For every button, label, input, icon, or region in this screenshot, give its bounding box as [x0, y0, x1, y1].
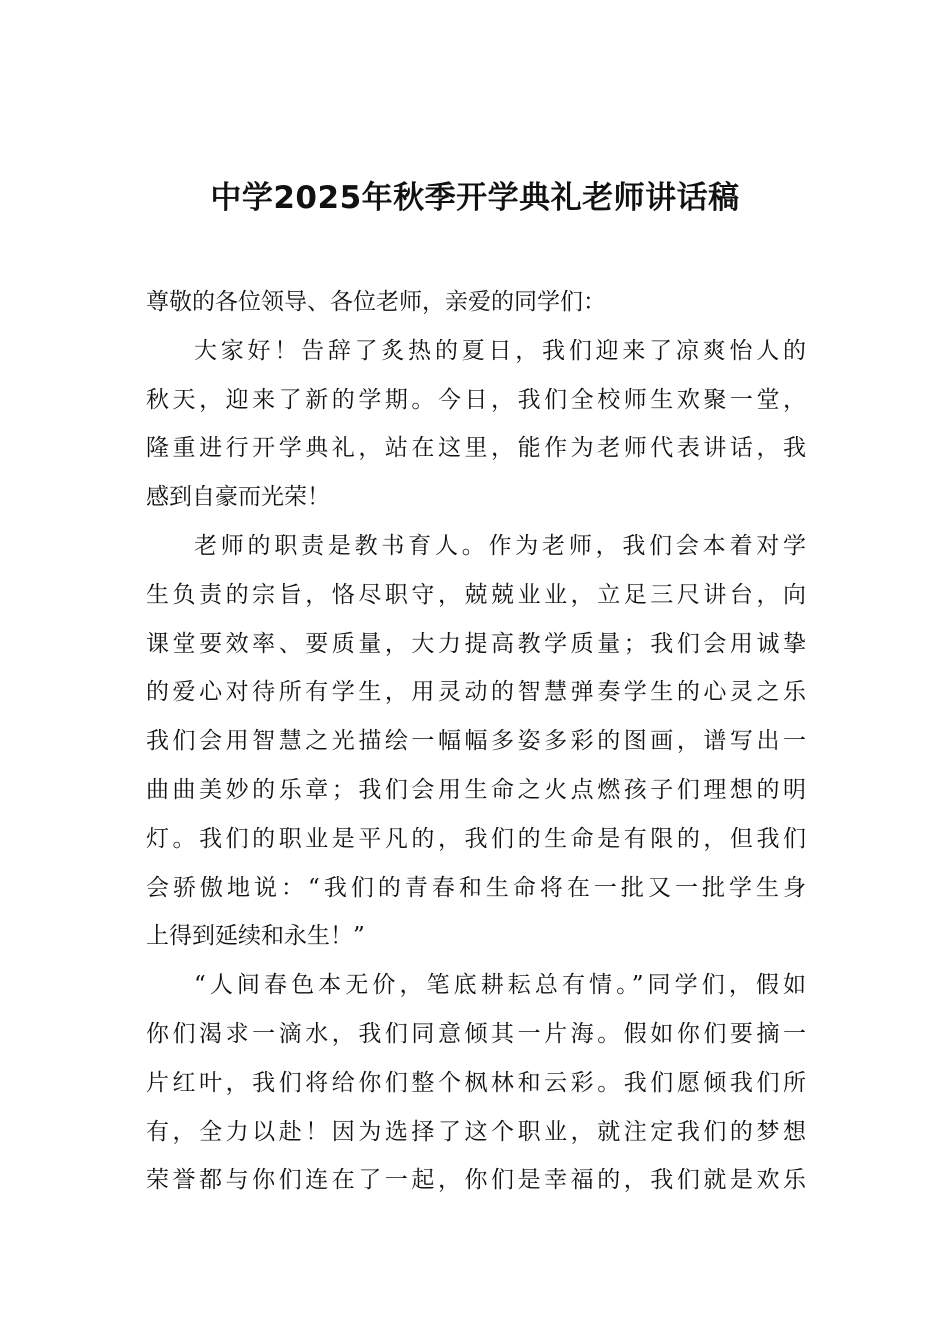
- text-line: 有，全力以赴！因为选择了这个职业，就注定我们的梦想: [146, 1118, 806, 1145]
- document-title: 中学2025年秋季开学典礼老师讲话稿: [210, 180, 740, 216]
- text-line: 会骄傲地说：“我们的青春和生命将在一批又一批学生身: [146, 874, 806, 901]
- text-line: 曲曲美妙的乐章；我们会用生命之火点燃孩子们理想的明: [146, 776, 806, 803]
- text-line: 你们渴求一滴水，我们同意倾其一片海。假如你们要摘一: [146, 1020, 806, 1047]
- text-line: 上得到延续和永生！”: [146, 923, 365, 950]
- text-line: 荣誉都与你们连在了一起，你们是幸福的，我们就是欢乐: [146, 1167, 806, 1194]
- text-line: 灯。我们的职业是平凡的，我们的生命是有限的，但我们: [146, 825, 806, 852]
- text-line: 隆重进行开学典礼，站在这里，能作为老师代表讲话，我: [146, 435, 806, 462]
- text-line: 片红叶，我们将给你们整个枫林和云彩。我们愿倾我们所: [146, 1069, 806, 1096]
- text-line: 的爱心对待所有学生，用灵动的智慧弹奏学生的心灵之乐: [146, 679, 806, 706]
- text-line: 生负责的宗旨，恪尽职守，兢兢业业，立足三尺讲台，向: [146, 581, 806, 608]
- text-line: 课堂要效率、要质量，大力提高教学质量；我们会用诚挚: [146, 630, 806, 657]
- text-line: 尊敬的各位领导、各位老师，亲爱的同学们：: [146, 289, 606, 315]
- document-body: [146, 278, 806, 1205]
- text-line: 感到自豪而光荣！: [146, 484, 330, 511]
- text-line: 老师的职责是教书育人。作为老师，我们会本着对学: [194, 532, 806, 559]
- text-line: 秋天，迎来了新的学期。今日，我们全校师生欢聚一堂，: [146, 386, 806, 413]
- text-line: 大家好！告辞了炙热的夏日，我们迎来了凉爽怡人的: [194, 337, 806, 364]
- text-line: “人间春色本无价，笔底耕耘总有情。”同学们，假如: [194, 972, 806, 999]
- text-line: 我们会用智慧之光描绘一幅幅多姿多彩的图画，谱写出一: [146, 728, 806, 755]
